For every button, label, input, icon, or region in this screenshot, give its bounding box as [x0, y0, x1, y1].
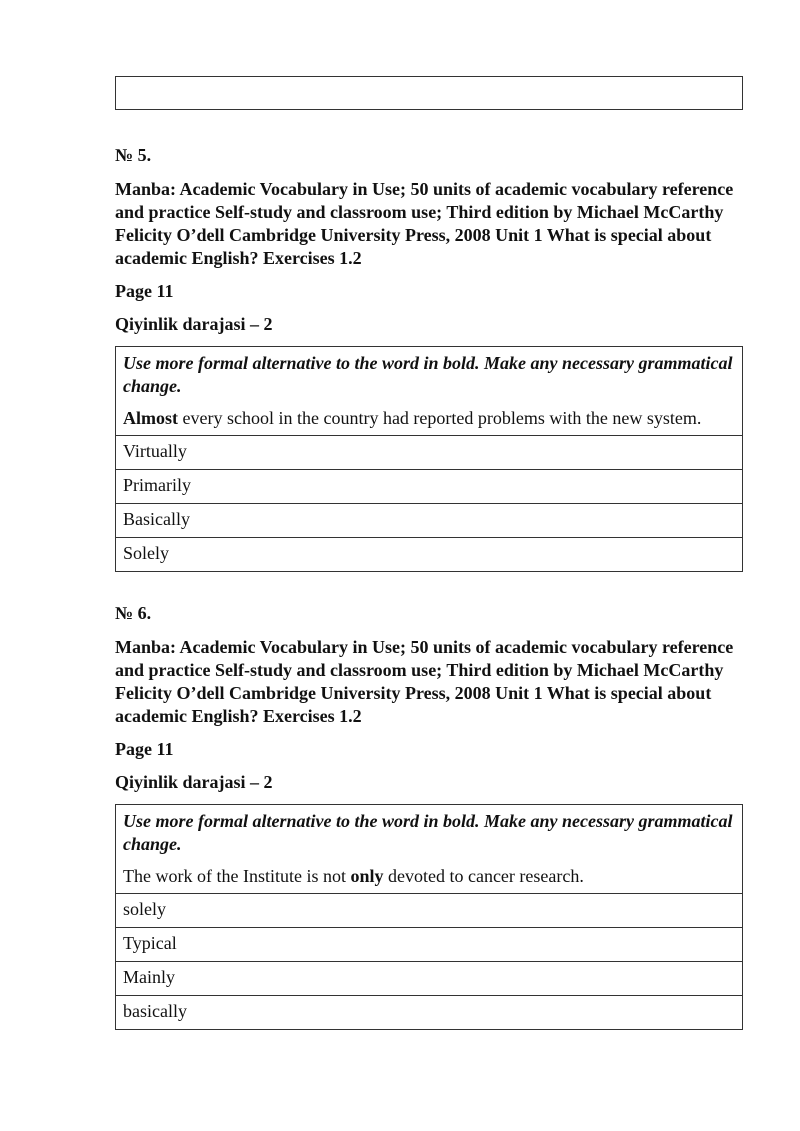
answer-option: Solely [116, 538, 743, 572]
sentence-after: devoted to cancer research. [383, 866, 584, 886]
answer-option-row [116, 894, 743, 928]
question-number: № 5. [115, 145, 152, 165]
question-number: № 6. [115, 603, 152, 623]
question-sentence [123, 407, 735, 430]
question-page: Page 11 [115, 281, 174, 301]
question-instruction: Use more formal alternative to the word in bold. Make any necessary grammatical change. [123, 353, 733, 396]
answer-option: Basically [116, 504, 743, 538]
answer-option-row [116, 504, 743, 538]
answer-option-row [116, 538, 743, 572]
sentence-bold-word: only [350, 866, 384, 886]
question-source: Manba: Academic Vocabulary in Use; 50 units of academic vocabulary reference and practice Self-study and classroom use; Third edition by Michael McCarthy Felicity O’dell Cambridge University Press, 2008 Unit 1 What is special about academic English? Exercises 1.2 [115, 637, 734, 726]
question-prompt-cell [116, 347, 743, 436]
question-sentence [123, 865, 735, 888]
answer-option-row [116, 996, 743, 1030]
answer-option: basically [116, 996, 743, 1030]
answer-option-row [116, 470, 743, 504]
answer-option: Mainly [116, 962, 743, 996]
question-source: Manba: Academic Vocabulary in Use; 50 units of academic vocabulary reference and practice Self-study and classroom use; Third edition by Michael McCarthy Felicity O’dell Cambridge University Press, 2008 Unit 1 What is special about academic English? Exercises 1.2 [115, 179, 734, 268]
question-instruction: Use more formal alternative to the word in bold. Make any necessary grammatical change. [123, 811, 733, 854]
question-difficulty: Qiyinlik darajasi – 2 [115, 772, 273, 792]
answer-option: Typical [116, 928, 743, 962]
answer-option: Primarily [116, 470, 743, 504]
question-6 [115, 602, 743, 1030]
answer-option: Virtually [116, 436, 743, 470]
question-table [115, 804, 743, 1030]
sentence-bold-word: Almost [123, 408, 178, 428]
question-prompt-cell [116, 805, 743, 894]
sentence-after: every school in the country had reported problems with the new system. [178, 408, 702, 428]
answer-option: solely [116, 894, 743, 928]
answer-option-row [116, 928, 743, 962]
answer-option-row [116, 962, 743, 996]
answer-option-row [116, 436, 743, 470]
question-prompt-row [116, 347, 743, 436]
question-page: Page 11 [115, 739, 174, 759]
question-table [115, 346, 743, 572]
question-5 [115, 144, 743, 572]
question-prompt-row [116, 805, 743, 894]
sentence-before: The work of the Institute is not [123, 866, 351, 886]
empty-table-cell [115, 76, 743, 110]
question-difficulty: Qiyinlik darajasi – 2 [115, 314, 273, 334]
